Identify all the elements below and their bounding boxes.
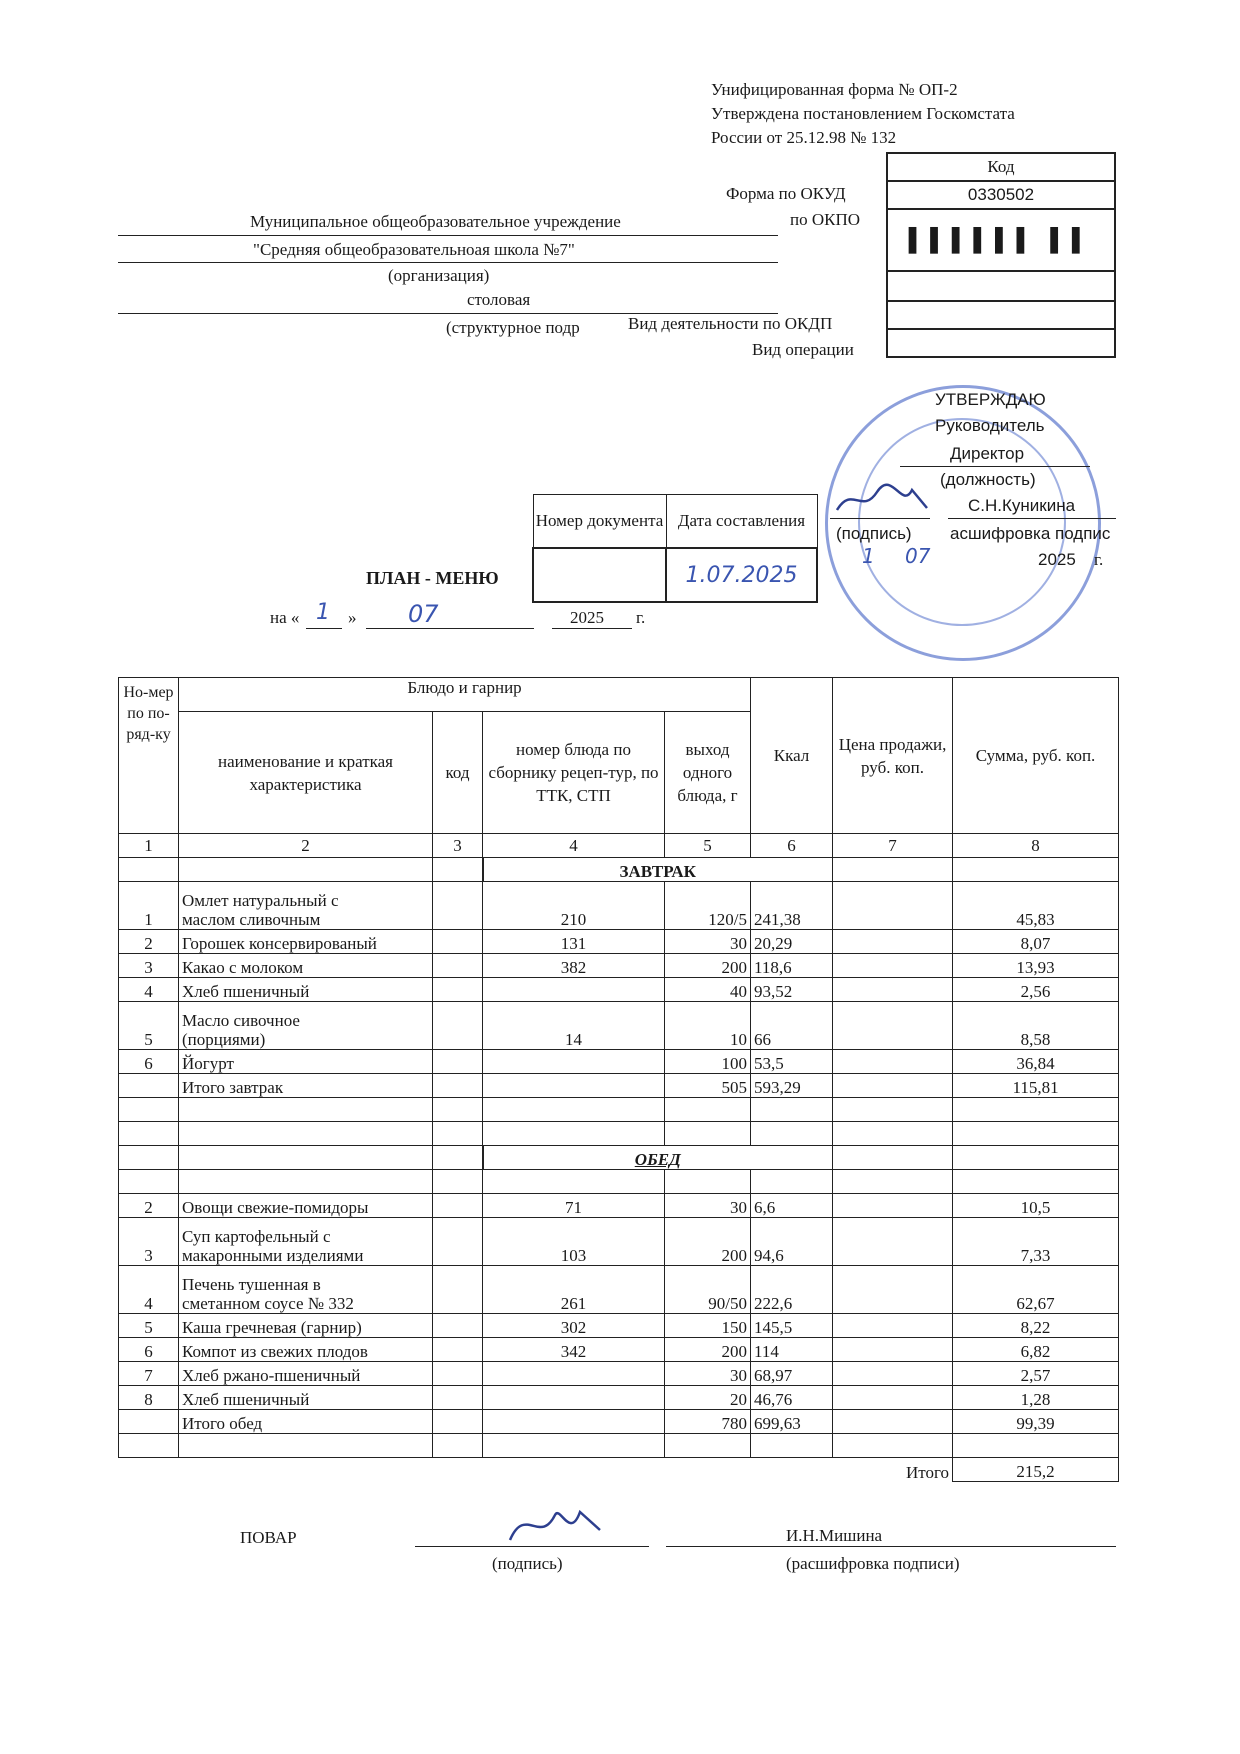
kcal-value: 93,52 xyxy=(751,978,833,1002)
kcal-value: 118,6 xyxy=(751,954,833,978)
price-value xyxy=(833,1050,953,1074)
position-line xyxy=(900,466,1090,467)
dish-name-line2: Каша гречневая (гарнир) xyxy=(182,1318,362,1337)
empty-cell xyxy=(751,1434,833,1458)
organization-name-line1: Муниципальное общеобразовательное учреждение xyxy=(250,212,621,231)
dish-name-line1: Масло сивочное xyxy=(182,1011,300,1030)
empty-cell xyxy=(833,1098,953,1122)
recipe-number: 131 xyxy=(483,930,665,954)
empty-cell xyxy=(953,1098,1119,1122)
empty-cell xyxy=(483,1098,665,1122)
empty-cell xyxy=(119,1122,179,1146)
row-number: 8 xyxy=(119,1386,179,1410)
sum-value: 45,83 xyxy=(953,882,1119,930)
cook-name-caption: (расшифровка подписи) xyxy=(786,1554,960,1573)
header-dish-group: Блюдо и гарнир xyxy=(179,678,751,712)
dish-code xyxy=(433,1386,483,1410)
empty-cell xyxy=(665,1098,751,1122)
kcal-value: 53,5 xyxy=(751,1050,833,1074)
empty-cell xyxy=(483,1434,665,1458)
sum-value: 13,93 xyxy=(953,954,1119,978)
dish-code xyxy=(433,1050,483,1074)
empty-cell xyxy=(751,1170,833,1194)
breakfast-total-kcal: 593,29 xyxy=(751,1074,833,1098)
dish-name-line2: Какао с молоком xyxy=(182,958,304,977)
dish-code xyxy=(433,1314,483,1338)
row-number: 2 xyxy=(119,1194,179,1218)
form-approval-line: Утверждена постановлением Госкомстата xyxy=(711,104,1015,123)
grand-total-blank xyxy=(119,1458,751,1482)
recipe-number: 382 xyxy=(483,954,665,978)
empty-cell xyxy=(953,858,1119,882)
cook-signature xyxy=(500,1500,610,1550)
codes-box xyxy=(886,152,1116,358)
breakfast-total-sum: 115,81 xyxy=(953,1074,1119,1098)
empty-cell xyxy=(833,1434,953,1458)
empty-cell xyxy=(665,1122,751,1146)
row-number: 3 xyxy=(119,954,179,978)
sum-value: 62,67 xyxy=(953,1266,1119,1314)
kcal-value: 20,29 xyxy=(751,930,833,954)
yield-value: 10 xyxy=(665,1002,751,1050)
form-approval-date: России от 25.12.98 № 132 xyxy=(711,128,897,147)
empty-row xyxy=(119,1122,1119,1146)
kcal-value: 114 xyxy=(751,1338,833,1362)
dish-name xyxy=(179,882,433,930)
breakfast-title xyxy=(483,858,833,882)
row-number: 1 xyxy=(119,882,179,930)
price-value xyxy=(833,1362,953,1386)
price-value xyxy=(833,930,953,954)
empty-cell xyxy=(119,1434,179,1458)
plan-day: 1 xyxy=(316,600,330,625)
price-value xyxy=(833,1314,953,1338)
empty-row xyxy=(119,1098,1119,1122)
dish-name-line1: Омлет натуральный с xyxy=(182,891,339,910)
recipe-number: 342 xyxy=(483,1338,665,1362)
dish-name xyxy=(179,1050,433,1074)
approver-name-caption: асшифровка подпис xyxy=(950,524,1111,543)
dish-code xyxy=(433,1002,483,1050)
recipe-number xyxy=(483,1362,665,1386)
header-code: код xyxy=(433,712,483,834)
operation-label: Вид операции xyxy=(752,340,854,359)
table-row xyxy=(119,1338,1119,1362)
position-caption: (должность) xyxy=(940,470,1036,489)
empty-cell xyxy=(833,1122,953,1146)
empty-cell xyxy=(483,1410,665,1434)
empty-cell xyxy=(751,1122,833,1146)
column-number: 3 xyxy=(433,834,483,858)
price-value xyxy=(833,882,953,930)
recipe-number xyxy=(483,1386,665,1410)
dish-name xyxy=(179,1266,433,1314)
empty-cell xyxy=(179,1098,433,1122)
dish-name xyxy=(179,978,433,1002)
empty-cell xyxy=(433,858,483,882)
yield-value: 90/50 xyxy=(665,1266,751,1314)
row-number: 6 xyxy=(119,1338,179,1362)
plan-day-line xyxy=(306,628,342,629)
dish-name-line1: Суп картофельный с xyxy=(182,1227,331,1246)
approver-name: С.Н.Куникина xyxy=(968,496,1076,515)
lunch-total-label: Итого обед xyxy=(179,1410,433,1434)
dish-code xyxy=(433,954,483,978)
sum-value: 2,56 xyxy=(953,978,1119,1002)
document-number-value xyxy=(533,548,666,602)
dish-code xyxy=(433,1338,483,1362)
lunch-title-row xyxy=(119,1146,1119,1170)
code-header: Код xyxy=(887,153,1115,181)
yield-value: 200 xyxy=(665,1218,751,1266)
yield-value: 30 xyxy=(665,1362,751,1386)
breakfast-title-row xyxy=(119,858,1119,882)
table-row xyxy=(119,882,1119,930)
empty-cell xyxy=(953,1434,1119,1458)
empty-cell xyxy=(833,1074,953,1098)
table-row xyxy=(119,1314,1119,1338)
empty-cell xyxy=(179,1434,433,1458)
empty-cell xyxy=(179,1146,433,1170)
column-number: 4 xyxy=(483,834,665,858)
row-number: 4 xyxy=(119,1266,179,1314)
dish-code xyxy=(433,930,483,954)
okud-value: 0330502 xyxy=(887,181,1115,209)
column-number: 5 xyxy=(665,834,751,858)
price-value xyxy=(833,1002,953,1050)
dish-name-line2: макаронными изделиями xyxy=(182,1246,364,1265)
empty-cell xyxy=(953,1122,1119,1146)
price-value xyxy=(833,1338,953,1362)
document-date-value xyxy=(666,548,817,602)
table-row xyxy=(119,1386,1119,1410)
approver-signature-caption: (подпись) xyxy=(836,524,912,543)
table-row xyxy=(119,978,1119,1002)
dish-code xyxy=(433,1218,483,1266)
plan-on-label: на xyxy=(270,608,287,627)
empty-cell xyxy=(179,1122,433,1146)
plan-year: 2025 xyxy=(570,608,604,627)
kcal-value: 94,6 xyxy=(751,1218,833,1266)
empty-cell xyxy=(433,1098,483,1122)
plan-day-close-quote: » xyxy=(348,608,357,627)
empty-cell xyxy=(119,1074,179,1098)
plan-year-suffix: г. xyxy=(636,608,646,627)
lunch-total-kcal: 699,63 xyxy=(751,1410,833,1434)
price-value xyxy=(833,1266,953,1314)
dish-name-line2: Овощи свежие-помидоры xyxy=(182,1198,369,1217)
row-number: 4 xyxy=(119,978,179,1002)
sum-value: 8,58 xyxy=(953,1002,1119,1050)
grand-total-row xyxy=(119,1458,1119,1482)
menu-table xyxy=(118,677,1119,1482)
lunch-total-sum: 99,39 xyxy=(953,1410,1119,1434)
plan-year-line xyxy=(552,628,632,629)
sum-value: 8,22 xyxy=(953,1314,1119,1338)
recipe-number: 302 xyxy=(483,1314,665,1338)
breakfast-total-yield: 505 xyxy=(665,1074,751,1098)
empty-cell xyxy=(433,1434,483,1458)
empty-cell xyxy=(119,1410,179,1434)
sum-value: 1,28 xyxy=(953,1386,1119,1410)
yield-value: 30 xyxy=(665,930,751,954)
sum-value: 8,07 xyxy=(953,930,1119,954)
column-number: 8 xyxy=(953,834,1119,858)
empty-cell xyxy=(833,858,953,882)
yield-value: 200 xyxy=(665,954,751,978)
plan-month: 07 xyxy=(408,600,439,628)
table-row xyxy=(119,1362,1119,1386)
recipe-number: 103 xyxy=(483,1218,665,1266)
recipe-number: 14 xyxy=(483,1002,665,1050)
plan-title: ПЛАН - МЕНЮ xyxy=(366,568,499,588)
column-number: 2 xyxy=(179,834,433,858)
department-caption: (структурное подр xyxy=(446,318,580,337)
header-kcal: Ккал xyxy=(751,678,833,834)
row-number: 2 xyxy=(119,930,179,954)
empty-cell xyxy=(483,1122,665,1146)
okpo-marks: ▌▌▌▌▌▌ ▌▌ xyxy=(908,227,1094,252)
dish-name xyxy=(179,1338,433,1362)
row-number: 6 xyxy=(119,1050,179,1074)
empty-cell xyxy=(119,1098,179,1122)
cook-label: ПОВАР xyxy=(240,1528,297,1547)
empty-cell xyxy=(179,1170,433,1194)
table-row xyxy=(119,1002,1119,1050)
table-row xyxy=(119,1266,1119,1314)
cook-name: И.Н.Мишина xyxy=(786,1526,883,1545)
approval-month-handwritten: 07 xyxy=(905,544,931,568)
empty-cell xyxy=(665,1434,751,1458)
dish-code xyxy=(433,1362,483,1386)
lunch-title-text: ОБЕД xyxy=(634,1150,681,1169)
organization-caption: (организация) xyxy=(388,266,490,285)
dish-name xyxy=(179,1362,433,1386)
yield-value: 200 xyxy=(665,1338,751,1362)
document-date-header: Дата составления xyxy=(666,495,817,549)
row-number: 7 xyxy=(119,1362,179,1386)
price-value xyxy=(833,954,953,978)
recipe-number: 261 xyxy=(483,1266,665,1314)
empty-cell xyxy=(433,1146,483,1170)
grand-total-label: Итого xyxy=(905,1462,950,1482)
breakfast-title-text: ЗАВТРАК xyxy=(619,862,697,881)
kcal-value: 145,5 xyxy=(751,1314,833,1338)
operation-value xyxy=(887,329,1115,357)
empty-cell xyxy=(751,1098,833,1122)
row-number: 5 xyxy=(119,1314,179,1338)
dish-name xyxy=(179,930,433,954)
header-sum: Сумма, руб. коп. xyxy=(953,678,1119,834)
approver-name-line xyxy=(948,518,1116,519)
sum-value: 7,33 xyxy=(953,1218,1119,1266)
dish-name xyxy=(179,954,433,978)
column-number: 6 xyxy=(751,834,833,858)
yield-value: 30 xyxy=(665,1194,751,1218)
empty-cell xyxy=(433,1074,483,1098)
dish-code xyxy=(433,1194,483,1218)
dish-name-line2: Йогурт xyxy=(182,1054,234,1073)
empty-cell xyxy=(483,1170,665,1194)
lunch-title xyxy=(483,1146,833,1170)
dish-name xyxy=(179,1314,433,1338)
empty-cell xyxy=(433,1122,483,1146)
sum-value: 36,84 xyxy=(953,1050,1119,1074)
empty-cell xyxy=(953,1146,1119,1170)
dish-name-line2: Горошек консервированый xyxy=(182,934,377,953)
recipe-number: 71 xyxy=(483,1194,665,1218)
column-numbers-row xyxy=(119,834,1119,858)
kcal-value: 46,76 xyxy=(751,1386,833,1410)
table-row xyxy=(119,1050,1119,1074)
table-row xyxy=(119,1194,1119,1218)
empty-cell xyxy=(433,1410,483,1434)
approval-year-suffix: г. xyxy=(1094,550,1104,569)
kcal-value: 68,97 xyxy=(751,1362,833,1386)
empty-cell xyxy=(179,858,433,882)
sum-value: 6,82 xyxy=(953,1338,1119,1362)
recipe-number xyxy=(483,1050,665,1074)
empty-cell xyxy=(833,1170,953,1194)
yield-value: 120/5 xyxy=(665,882,751,930)
document-date-handwritten: 1.07.2025 xyxy=(685,562,798,588)
row-number: 3 xyxy=(119,1218,179,1266)
plan-on: на « xyxy=(270,608,300,627)
table-row xyxy=(119,1218,1119,1266)
approve-label: УТВЕРЖДАЮ xyxy=(935,390,1046,409)
empty-cell xyxy=(119,1146,179,1170)
dish-name xyxy=(179,1002,433,1050)
approval-day-handwritten: 1 xyxy=(862,544,875,568)
breakfast-total xyxy=(119,1074,1119,1098)
org-line-1 xyxy=(118,235,778,236)
yield-value: 40 xyxy=(665,978,751,1002)
sum-value: 10,5 xyxy=(953,1194,1119,1218)
blank-code-row xyxy=(887,271,1115,301)
okdp-label: Вид деятельности по ОКДП xyxy=(628,314,833,333)
okpo-label: по ОКПО xyxy=(790,210,861,229)
dish-code xyxy=(433,882,483,930)
header-price: Цена продажи, руб. коп. xyxy=(833,678,953,834)
yield-value: 20 xyxy=(665,1386,751,1410)
price-value xyxy=(833,978,953,1002)
header-num: Но-мер по по-ряд-ку xyxy=(119,678,179,834)
recipe-number xyxy=(483,978,665,1002)
kcal-value: 66 xyxy=(751,1002,833,1050)
okud-label: Форма по ОКУД xyxy=(726,184,846,203)
dish-code xyxy=(433,1266,483,1314)
dish-name-line2: Хлеб пшеничный xyxy=(182,1390,310,1409)
dish-name-line1: Печень тушенная в xyxy=(182,1275,321,1294)
cook-signature-line xyxy=(415,1546,649,1547)
okdp-value xyxy=(887,301,1115,329)
head-label: Руководитель xyxy=(935,416,1045,435)
department-name: столовая xyxy=(467,290,531,309)
header-name: наименование и краткая характеристика xyxy=(179,712,433,834)
approver-signature xyxy=(832,480,942,520)
lunch-total-yield: 780 xyxy=(665,1410,751,1434)
dish-name xyxy=(179,1218,433,1266)
recipe-number: 210 xyxy=(483,882,665,930)
price-value xyxy=(833,1218,953,1266)
empty-row xyxy=(119,1434,1119,1458)
price-value xyxy=(833,1194,953,1218)
row-number: 5 xyxy=(119,1002,179,1050)
empty-cell xyxy=(953,1170,1119,1194)
empty-cell xyxy=(833,1146,953,1170)
empty-cell xyxy=(433,1170,483,1194)
dish-name xyxy=(179,1194,433,1218)
dish-code xyxy=(433,978,483,1002)
empty-cell xyxy=(119,858,179,882)
sum-value: 2,57 xyxy=(953,1362,1119,1386)
dish-name-line2: Хлеб пшеничный xyxy=(182,982,310,1001)
price-value xyxy=(833,1386,953,1410)
dish-name xyxy=(179,1386,433,1410)
dish-name-line2: (порциями) xyxy=(182,1030,266,1049)
kcal-value: 241,38 xyxy=(751,882,833,930)
empty-cell xyxy=(119,1170,179,1194)
kcal-value: 6,6 xyxy=(751,1194,833,1218)
dish-name-line2: Компот из свежих плодов xyxy=(182,1342,368,1361)
approval-year: 2025 xyxy=(1038,550,1076,569)
cook-signature-caption: (подпись) xyxy=(492,1554,563,1573)
organization-name-line2: "Средняя общеобразовательноая школа №7" xyxy=(253,240,575,259)
breakfast-total-label: Итого завтрак xyxy=(179,1074,433,1098)
document-box xyxy=(532,494,818,603)
org-line-2 xyxy=(118,262,778,263)
column-number: 7 xyxy=(833,834,953,858)
yield-value: 100 xyxy=(665,1050,751,1074)
empty-cell xyxy=(665,1170,751,1194)
table-row xyxy=(119,954,1119,978)
cook-name-line xyxy=(666,1546,1116,1547)
column-number: 1 xyxy=(119,834,179,858)
grand-total-value: 215,2 xyxy=(953,1458,1119,1482)
dish-name-line2: Хлеб ржано-пшеничный xyxy=(182,1366,361,1385)
plan-month-line xyxy=(366,628,534,629)
header-yield: выход одного блюда, г xyxy=(665,712,751,834)
empty-cell xyxy=(483,1074,665,1098)
empty-cell xyxy=(833,1410,953,1434)
okpo-value xyxy=(887,209,1115,271)
department-line xyxy=(118,313,778,314)
table-row xyxy=(119,930,1119,954)
lunch-total xyxy=(119,1410,1119,1434)
empty-row xyxy=(119,1170,1119,1194)
dish-name-line2: сметанном соусе № 332 xyxy=(182,1294,354,1313)
header-recipe: номер блюда по сборнику рецеп-тур, по ТТК, СТП xyxy=(483,712,665,834)
kcal-value: 222,6 xyxy=(751,1266,833,1314)
document-number-header: Номер документа xyxy=(533,495,666,549)
yield-value: 150 xyxy=(665,1314,751,1338)
form-title: Унифицированная форма № ОП-2 xyxy=(711,80,958,99)
dish-name-line2: маслом сливочным xyxy=(182,910,321,929)
position-value: Директор xyxy=(950,444,1025,463)
